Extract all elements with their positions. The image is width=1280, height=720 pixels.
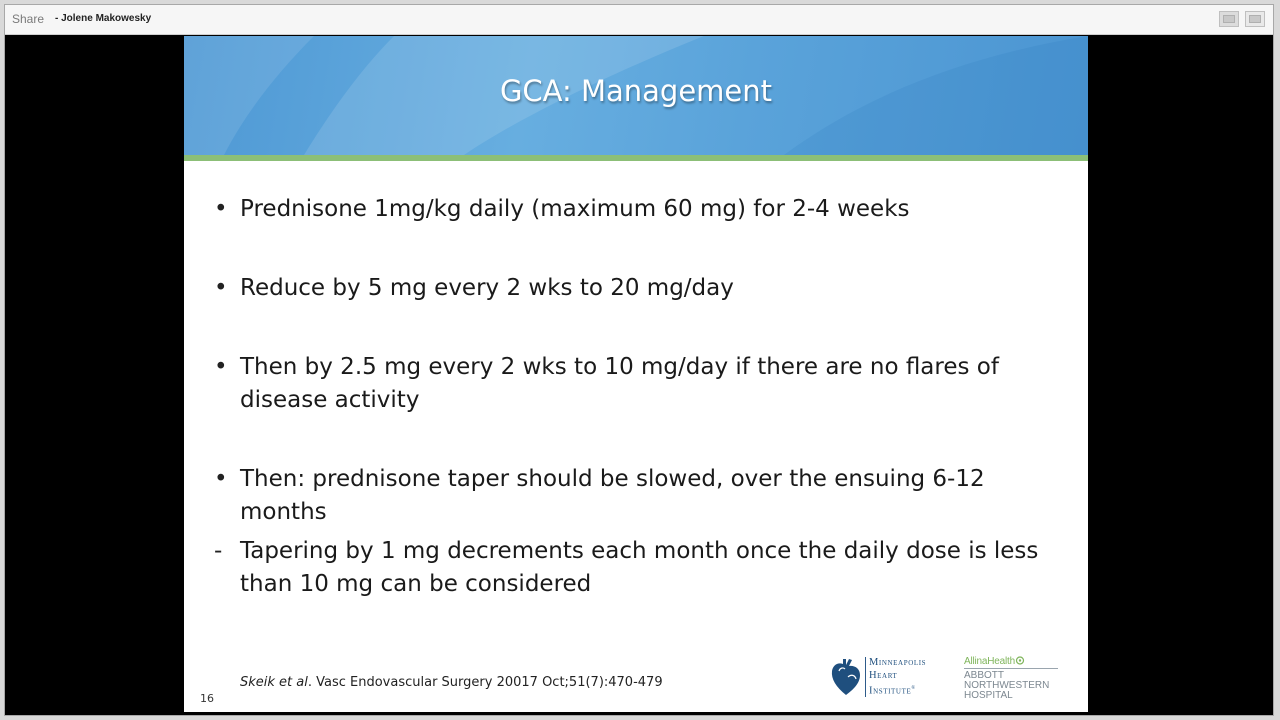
bullet-marker: • [214, 354, 228, 380]
bullet-text: Tapering by 1 mg decrements each month once the daily dose is less than 10 mg can be considered [240, 538, 1039, 597]
allina-health-abbott-northwestern-logo [964, 656, 1064, 700]
share-label: Share [12, 12, 45, 26]
heart-icon [830, 657, 862, 697]
minneapolis-heart-institute-logo [830, 655, 945, 699]
mhi-line-3: Institute [869, 685, 912, 697]
layout-split-icon[interactable] [1245, 11, 1265, 27]
allina-divider-line [964, 668, 1058, 669]
mhi-logo-text [869, 656, 926, 698]
screen-share-window [4, 4, 1274, 716]
citation-authors: Skeik et al [240, 675, 308, 690]
hospital-name-line-1: ABBOTT [964, 670, 1005, 681]
hospital-name-line-2: NORTHWESTERN [964, 680, 1050, 691]
bullet-marker: - [214, 538, 223, 564]
slide-title: GCA: Management [499, 74, 773, 108]
allina-health-wordmark [964, 656, 1064, 667]
presenter-name: - Jolene Makowesky [55, 13, 152, 24]
mhi-line-1: Minneapolis [869, 657, 927, 668]
bullet-text: Reduce by 5 mg every 2 wks to 20 mg/day [240, 275, 734, 301]
bullet-text: Prednisone 1mg/kg daily (maximum 60 mg) for 2-4 weeks [240, 196, 910, 222]
citation [240, 675, 663, 690]
header-green-stripe [184, 155, 1088, 161]
view-mode-buttons [1219, 11, 1265, 27]
bullet-text: Then by 2.5 mg every 2 wks to 10 mg/day if there are no flares of disease activity [240, 354, 999, 413]
hospital-name-line-3: HOSPITAL [964, 690, 1013, 701]
bullet-marker: • [214, 196, 228, 222]
slide-number: 16 [200, 692, 214, 705]
bullet-text: Then: prednisone taper should be slowed, over the ensuing 6-12 months [240, 466, 985, 525]
registered-mark: ® [911, 686, 916, 691]
bullet-marker: • [214, 466, 228, 492]
share-toolbar [5, 5, 1273, 35]
mhi-line-3-wrap [869, 682, 926, 698]
bullet-marker: • [214, 275, 228, 301]
mhi-line-2: Heart [869, 670, 898, 681]
allina-brand-text: AllinaHealth [964, 656, 1015, 667]
allina-leaf-icon [1015, 656, 1025, 665]
logo-divider [865, 657, 866, 697]
presentation-slide [184, 36, 1088, 712]
citation-source: . Vasc Endovascular Surgery 20017 Oct;51(7):470-479 [307, 675, 663, 690]
slide-header-banner [184, 36, 1088, 155]
layout-single-icon[interactable] [1219, 11, 1239, 27]
